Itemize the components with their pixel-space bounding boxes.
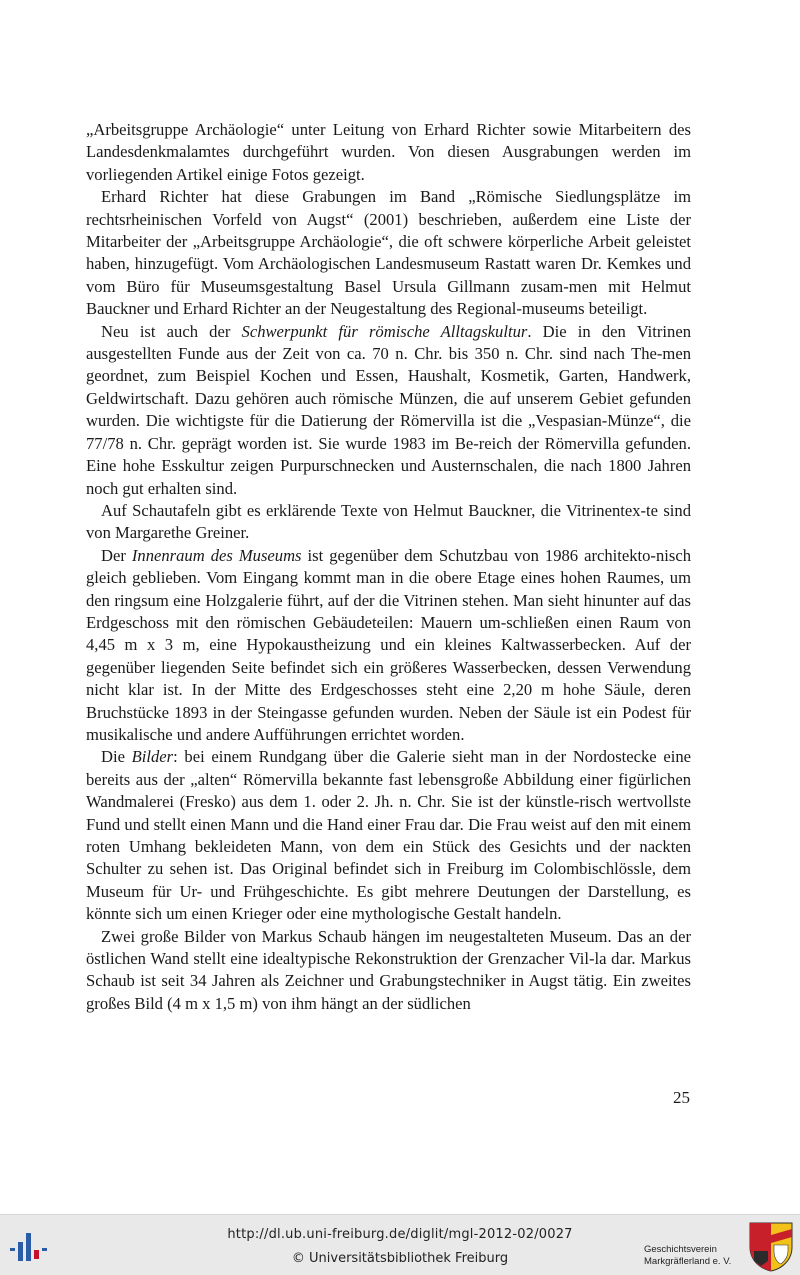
paragraph-text: Neu ist auch der	[101, 321, 242, 341]
emphasis-text: Bilder	[131, 747, 174, 767]
paragraph-text: ist gegenüber dem Schutzbau von 1986 architekto-nisch gleich geblieben. Vom Eingang kommt man in die obere Etage eines hohen Raumes, um den ringsum eine Holzgalerie führt, auf der die Vitrinen stehen. Man sieht hinunter auf das Erdgeschoss mit den römischen Gebäudeteilen: Mauern um-schließen einen Raum von 4,45 m x 3 m, eine Hypokaustheizung und ein kleines Kaltwasserbecken. Auf der gegenüber liegenden Seite befindet sich ein größeres Wasserbecken, dessen Verwendung nicht klar ist. In der Mitte des Erdgeschosses steht eine 2,20 m hohe Säule, deren Bruchstücke 1893 in der Steingasse gefunden wurden. Neben der Säule ist ein Podest für musikalische und andere Aufführungen errichtet worden.	[86, 545, 691, 744]
crest-icon[interactable]	[748, 1221, 794, 1273]
paragraph-text: Die	[101, 747, 132, 767]
publisher-line: Markgräflerland e. V.	[644, 1256, 732, 1267]
paragraph-text: Der	[101, 545, 132, 565]
document-url-link[interactable]: http://dl.ub.uni-freiburg.de/diglit/mgl-2012-02/0027	[227, 1227, 573, 1242]
paragraph	[86, 321, 691, 500]
body-text	[86, 119, 691, 1015]
paragraph: Auf Schautafeln gibt es erklärende Texte von Helmut Bauckner, die Vitrinentex-te sind von Margarethe Greiner.	[86, 500, 691, 543]
paragraph	[86, 545, 691, 747]
publisher-name	[644, 1244, 754, 1268]
paragraph: „Arbeitsgruppe Archäologie“ unter Leitung von Erhard Richter sowie Mitarbeitern des Landesdenkmalamtes durchgeführt wurden. Von diesen Ausgrabungen werden im vorliegenden Artikel einige Fotos gezeigt.	[86, 120, 691, 184]
paragraph-text: . Die in den Vitrinen ausgestellten Funde aus der Zeit von ca. 70 n. Chr. bis 350 n. Chr. sind nach The-men geordnet, zum Beispiel Kochen und Essen, Haushalt, Kosmetik, Garten, Handwerk, Geldwirtschaft. Dazu gehören auch römische Münzen, die auf unserem Gebiet gefunden wurden. Die wichtigste für die Datierung der Römervilla ist die „Vespasian-Münze“, die 77/78 n. Chr. geprägt worden ist. Sie wurde 1983 im Be-reich der Römervilla gefunden. Eine hohe Esskultur zeigen Purpurschnecken und Austernschalen, die nach 1800 Jahren noch gut erhalten sind.	[86, 321, 691, 498]
paragraph: Zwei große Bilder von Markus Schaub hängen im neugestalteten Museum. Das an der östlichen Wand stellt eine idealtypische Rekonstruktion der Grenzacher Vil-la dar. Markus Schaub ist seit 34 Jahren als Zeichner und Grabungstechniker in Augst tätig. Ein zweites großes Bild (4 m x 1,5 m) von ihm hängt an der südlichen	[86, 926, 691, 1013]
emphasis-text: Schwerpunkt für römische Alltagskultur	[241, 321, 528, 341]
publisher-line: Geschichtsverein	[644, 1244, 717, 1255]
paragraph-text: : bei einem Rundgang über die Galerie sieht man in der Nordostecke eine bereits aus der „alten“ Römervilla bekannte fast lebensgroße Abbildung einer figürlichen Wandmalerei (Fresko) aus dem 1. oder 2. Jh. n. Chr. Sie ist der künstle-risch wertvollste Fund und stellt einen Mann und die Hand einer Frau dar. Die Frau weist auf den mit einem roten Umhang bekleideten Mann, von dem ein Stück des Gesichts und der nackten Schulter zu sehen ist. Das Original befindet sich in Freiburg im Colombischlössle, dem Museum für Ur- und Frühgeschichte. Es gibt mehrere Deutungen der Darstellung, es könnte sich um einen Krieger oder eine mythologische Gestalt handeln.	[86, 747, 691, 924]
footer-bar	[0, 1214, 800, 1275]
page-number: 25	[673, 1088, 690, 1107]
copyright-text: © Universitätsbibliothek Freiburg	[291, 1251, 509, 1266]
paragraph	[86, 746, 691, 925]
paragraph: Erhard Richter hat diese Grabungen im Band „Römische Siedlungsplätze im rechtsrheinischen Vorfeld von Augst“ (2001) beschrieben, außerdem eine Liste der Mitarbeiter der „Arbeitsgruppe Archäologie“, die oft schwere körperliche Arbeit geleistet haben, hinzugefügt. Vom Archäologischen Landesmuseum Rastatt waren Dr. Kemkes und vom Büro für Museumsgestaltung Basel Ursula Gillmann zusam-men mit Helmut Bauckner und Erhard Richter an der Neugestaltung des Regional-museums beteiligt.	[86, 187, 691, 319]
emphasis-text: Innenraum des Museums	[131, 545, 302, 565]
